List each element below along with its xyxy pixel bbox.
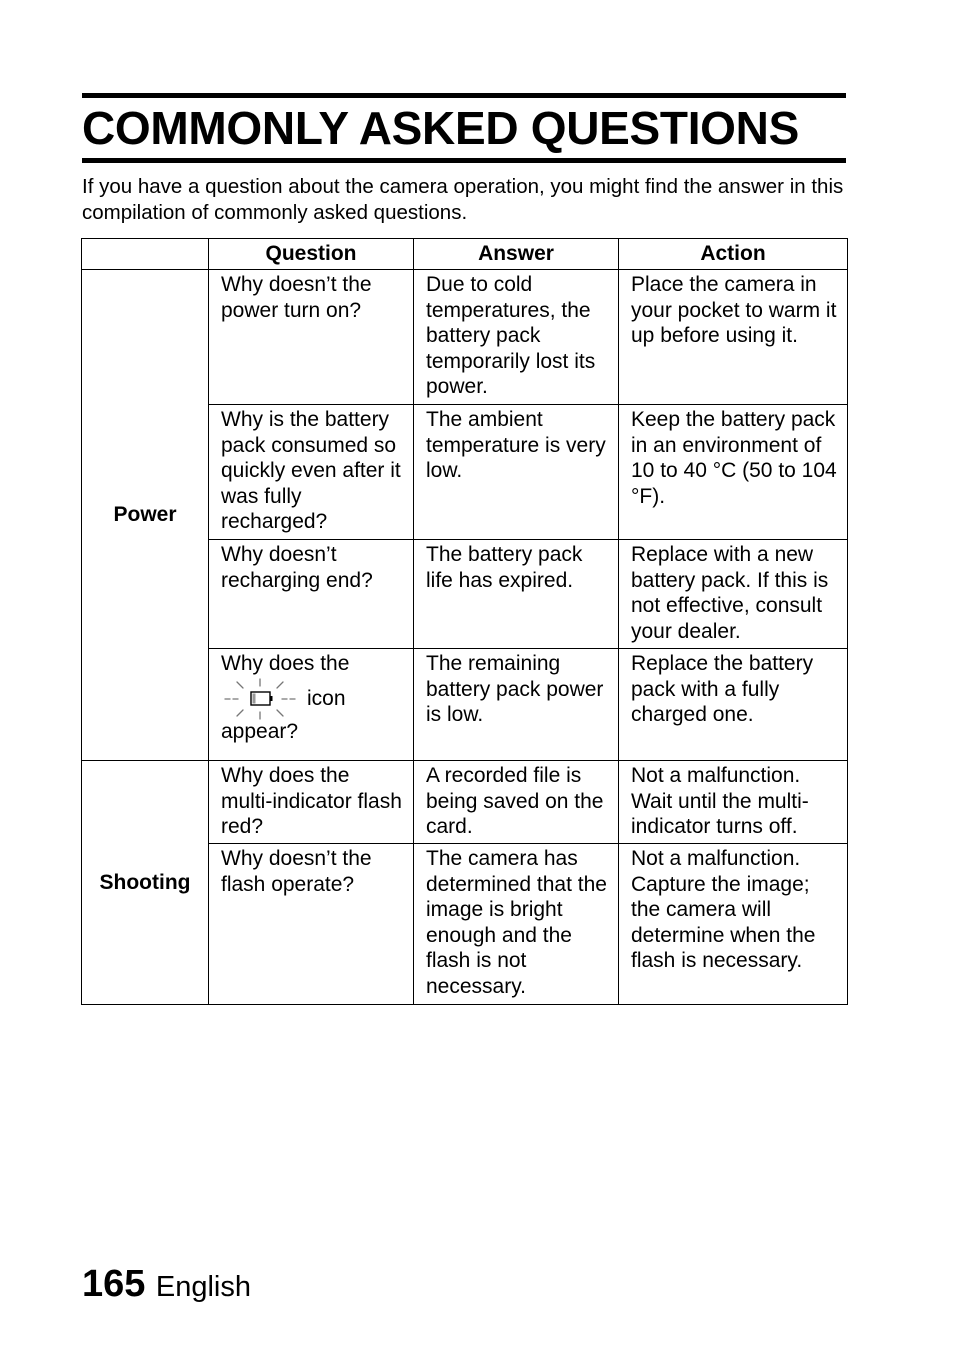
header-category	[82, 239, 209, 270]
page-title: COMMONLY ASKED QUESTIONS	[82, 102, 799, 154]
faq-table	[81, 238, 848, 1005]
title-top-rule	[82, 93, 846, 98]
answer-cell: The battery pack life has expired.	[414, 540, 619, 649]
page-number: 165	[82, 1263, 146, 1305]
question-cell: Why does the multi-indicator flash red?	[209, 761, 414, 844]
question-cell: Why doesn’t the flash operate?	[209, 844, 414, 1005]
question-icon-suffix: icon	[307, 686, 346, 710]
answer-cell: The ambient temperature is very low.	[414, 405, 619, 540]
table-row	[82, 270, 848, 405]
question-cell: Why doesn’t recharging end?	[209, 540, 414, 649]
question-cell: Why is the battery pack consumed so quickly even after it was fully recharged?	[209, 405, 414, 540]
action-cell: Not a malfunction. Wait until the multi-indicator turns off.	[619, 761, 848, 844]
page-footer	[82, 1262, 251, 1309]
header-action: Action	[619, 239, 848, 270]
title-bottom-rule	[82, 158, 846, 163]
header-question: Question	[209, 239, 414, 270]
action-cell: Replace with a new battery pack. If this is not effective, consult your dealer.	[619, 540, 848, 649]
question-cell: Why doesn’t the power turn on?	[209, 270, 414, 405]
answer-cell: A recorded file is being saved on the card.	[414, 761, 619, 844]
language-label: English	[155, 1271, 251, 1303]
blinking-battery-icon	[221, 677, 299, 721]
action-cell: Replace the battery pack with a fully charged one.	[619, 649, 848, 761]
question-prefix: Why does the	[221, 652, 350, 675]
action-cell: Keep the battery pack in an environment of 10 to 40 °C (50 to 104 °F).	[619, 405, 848, 540]
answer-cell: Due to cold temperatures, the battery pack temporarily lost its power.	[414, 270, 619, 405]
question-icon-line	[221, 681, 405, 717]
category-power: Power	[82, 270, 209, 761]
category-shooting: Shooting	[82, 761, 209, 1005]
intro-text: If you have a question about the camera operation, you might find the answer in this compilation of commonly asked questions.	[82, 175, 844, 224]
table-row	[82, 761, 848, 844]
action-cell: Not a malfunction. Capture the image; the camera will determine when the flash is necessary.	[619, 844, 848, 1005]
question-cell	[209, 649, 414, 761]
table-header-row	[82, 239, 848, 270]
action-cell: Place the camera in your pocket to warm it up before using it.	[619, 270, 848, 405]
header-answer: Answer	[414, 239, 619, 270]
question-suffix: appear?	[221, 719, 299, 743]
answer-cell: The camera has determined that the image is bright enough and the flash is not necessary.	[414, 844, 619, 1005]
answer-cell: The remaining battery pack power is low.	[414, 649, 619, 761]
